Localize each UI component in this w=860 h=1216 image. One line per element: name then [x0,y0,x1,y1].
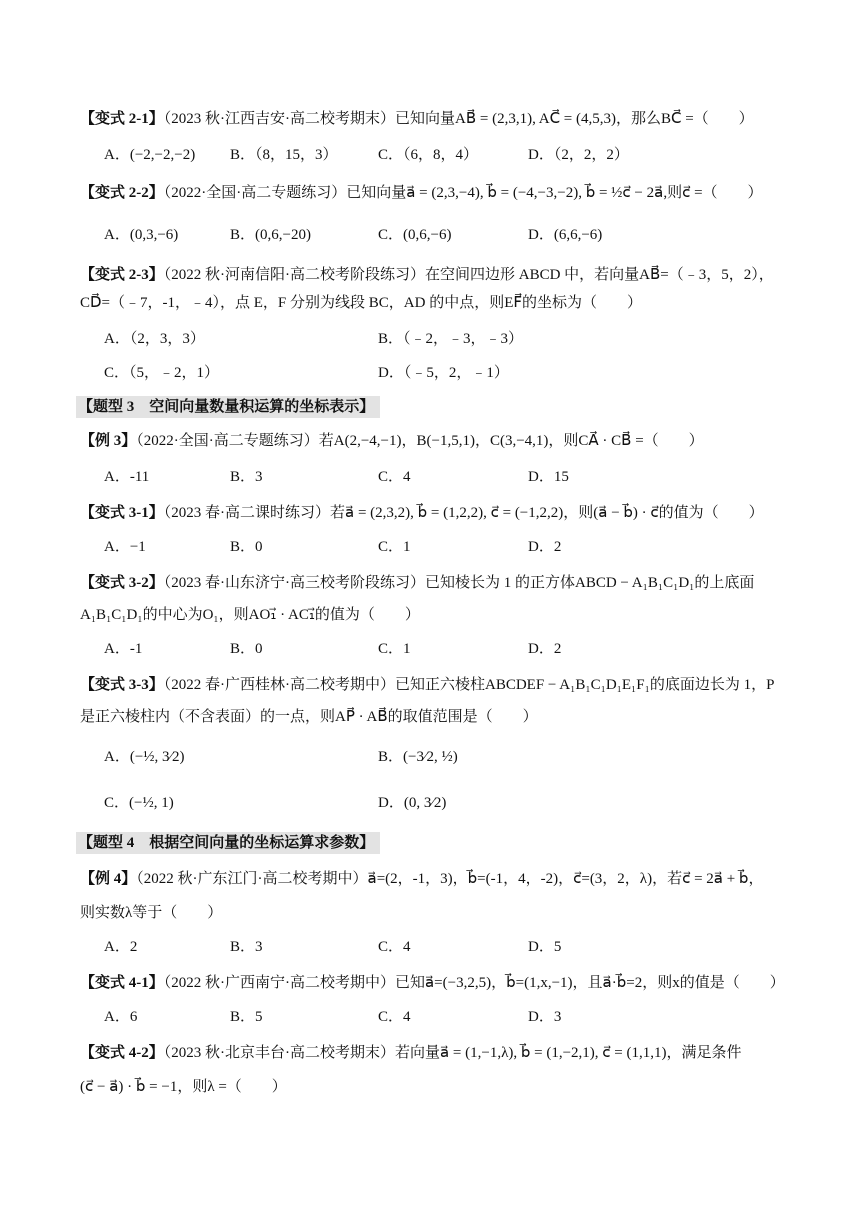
option-b: B．5 [230,1009,263,1025]
option-b: B．0 [230,641,263,657]
option-d: D．（2，2，2） [528,147,629,163]
question-tag: 【例 4】 [80,871,137,887]
question-text: （2022·全国·高二专题练习）已知向量a⃗ = (2,3,−4), b⃗ = (−4,−3,−2), b⃗ = ½c⃗ − 2a⃗,则c⃗ =（ ） [163,185,763,201]
option-a: A．2 [104,939,138,955]
question-v3-1 [80,502,764,524]
question-text: （2022 秋·河南信阳·高二校考阶段练习）在空间四边形 ABCD 中，若向量AB⃗=（﹣3，5，2）， [163,267,774,283]
question-text: （2023 春·山东济宁·高三校考阶段练习）已知棱长为 1 的正方体ABCD − A₁B₁C₁D₁的上底面 [163,575,755,591]
question-e4 [80,868,763,890]
option-a: A．-1 [104,641,143,657]
option-b: B．(0,6,−20) [230,227,311,243]
option-a: A．−1 [104,539,146,555]
option-a: A．(−2,−2,−2) [104,147,196,163]
question-tag: 【变式 4-2】 [80,1045,164,1061]
question-text: （2022 春·广西桂林·高二校考期中）已知正六棱柱ABCDEF − A₁B₁C₁D₁E₁F₁的底面边长为 1，P [163,677,775,693]
option-b: B．（8，15，3） [230,147,338,163]
question-v3-2-line2: A₁B₁C₁D₁的中心为O₁，则AO₁⃗ · AC₁⃗的值为（ ） [80,607,420,623]
question-tag: 【变式 3-2】 [80,575,164,591]
question-v4-2-line2: (c⃗ − a⃗) · b⃗ = −1，则λ =（ ） [80,1079,287,1095]
option-a: A．6 [104,1009,138,1025]
option-d: D．5 [528,939,562,955]
question-text: （2023 春·高二课时练习）若a⃗ = (2,3,2), b⃗ = (1,2,2), c⃗ = (−1,2,2)，则(a⃗ − b⃗) · c⃗的值为（ ） [163,505,764,521]
option-a: A．（2，3，3） [104,331,205,347]
option-b: B．3 [230,939,263,955]
option-d: D．2 [528,641,562,657]
option-c: C．1 [378,641,411,657]
option-d: D．2 [528,539,562,555]
option-b: B．（﹣2，﹣3，﹣3） [378,331,524,347]
option-c: C．(−½, 1) [104,795,174,811]
question-tag: 【变式 4-1】 [80,975,164,991]
question-v3-2 [80,572,754,594]
option-c: C．1 [378,539,411,555]
question-e3 [80,430,704,452]
option-a: A．-11 [104,469,150,485]
question-tag: 【例 3】 [80,433,137,449]
option-d: D．（﹣5，2，﹣1） [378,365,509,381]
option-d: D．15 [528,469,569,485]
question-tag: 【变式 2-2】 [80,185,164,201]
question-v2-2 [80,182,763,204]
question-text: （2022·全国·高二专题练习）若A(2,−4,−1)，B(−1,5,1)，C(3,−4,1)，则CA⃗ · CB⃗ =（ ） [136,433,704,449]
question-tag: 【变式 3-1】 [80,505,164,521]
option-c: C．4 [378,1009,411,1025]
section-heading-4: 【题型 4 根据空间向量的坐标运算求参数】 [76,832,380,854]
question-text: （2022 秋·广东江门·高二校考期中）a⃗=(2，-1，3)，b⃗=(-1，4，-2)，c⃗=(3，2，λ)，若c⃗ = 2a⃗ + b⃗， [136,871,764,887]
question-v2-1 [80,108,754,130]
option-c: C．（5，﹣2，1） [104,365,220,381]
option-c: C．（6，8，4） [378,147,479,163]
question-text: （2023 秋·江西吉安·高二校考期末）已知向量AB⃗ = (2,3,1), AC⃗ = (4,5,3)，那么BC⃗ =（ ） [163,111,754,127]
option-a: A．(0,3,−6) [104,227,179,243]
option-b: B．(−3⁄2, ½) [378,749,458,765]
option-b: B．3 [230,469,263,485]
question-tag: 【变式 3-3】 [80,677,164,693]
question-v3-3-line2: 是正六棱柱内（不含表面）的一点，则AP⃗ · AB⃗的取值范围是（ ） [80,709,538,725]
option-d: D．(0, 3⁄2) [378,795,447,811]
question-text: （2023 秋·北京丰台·高二校考期末）若向量a⃗ = (1,−1,λ), b⃗ = (1,−2,1), c⃗ = (1,1,1)，满足条件 [163,1045,742,1061]
option-b: B．0 [230,539,263,555]
option-c: C．4 [378,939,411,955]
question-e4-line2: 则实数λ等于（ ） [80,905,223,921]
question-tag: 【变式 2-3】 [80,267,164,283]
option-a: A．(−½, 3⁄2) [104,749,185,765]
option-d: D．3 [528,1009,562,1025]
section-heading-3: 【题型 3 空间向量数量积运算的坐标表示】 [76,396,380,418]
question-v2-3-line2: CD⃗=（﹣7，-1，﹣4），点 E，F 分别为线段 BC，AD 的中点，则EF⃗的坐标为（ ） [80,295,642,311]
question-tag: 【变式 2-1】 [80,111,164,127]
option-c: C．(0,6,−6) [378,227,452,243]
question-text: （2022 秋·广西南宁·高二校考期中）已知a⃗=(−3,2,5)，b⃗=(1,x,−1)，且a⃗·b⃗=2，则x的值是（ ） [163,975,785,991]
option-d: D．(6,6,−6) [528,227,603,243]
question-v4-2 [80,1042,742,1064]
question-v2-3 [80,264,774,286]
question-v4-1 [80,972,785,994]
question-v3-3 [80,674,774,696]
option-c: C．4 [378,469,411,485]
